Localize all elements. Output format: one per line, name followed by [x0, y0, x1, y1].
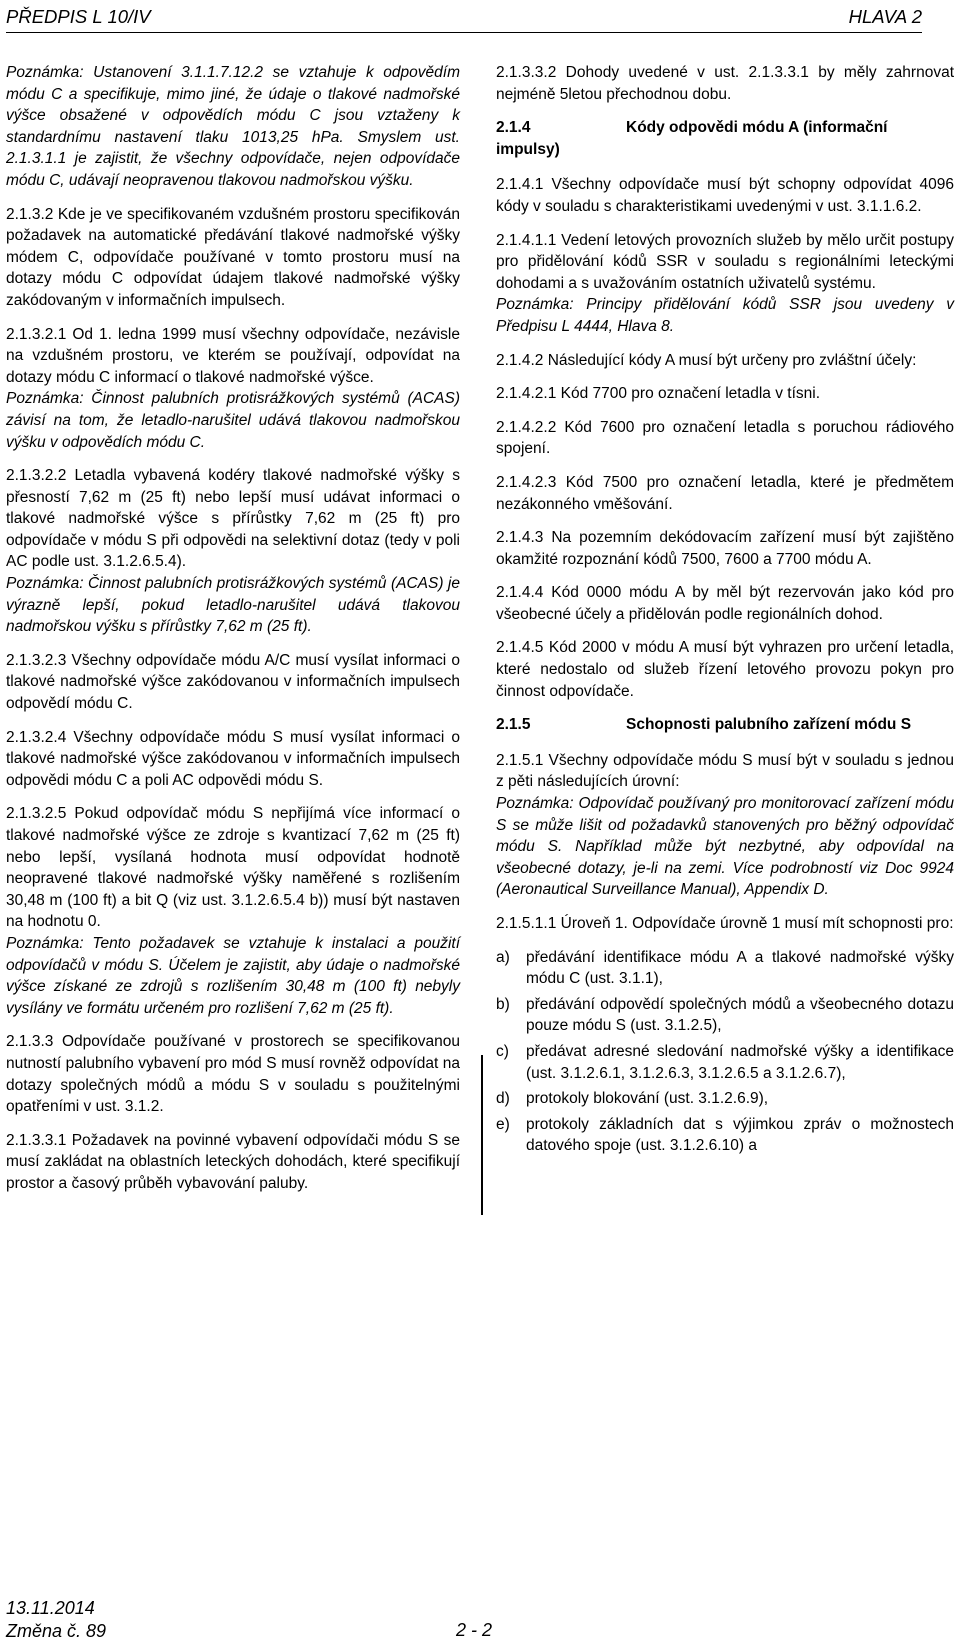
note-paragraph: Poznámka: Činnost palubních protisrážkových systémů (ACAS) je výrazně lepší, pokud letadlo-narušitel udává tlakovou nadmořskou výšku s přírůstky 7,62 m (25 ft).	[6, 575, 460, 636]
left-column	[6, 62, 460, 1207]
list-item-text: protokoly základních dat s výjimkou zpráv o možnostech datového spoje (ust. 3.1.2.6.10) a	[526, 1115, 954, 1155]
section-2-1-3-3: 2.1.3.3 Odpovídače používané v prostorech se specifikovanou nutností palubního vybavení pro mód S musí rovněž odpovídat na dotazy společných módů a módu S v souladu s použitelnými opatřeními v ust. 3.1.2.	[6, 1033, 460, 1116]
section-2-1-4-2: 2.1.4.2 Následující kódy A musí být určeny pro zvláštní účely:	[496, 351, 917, 369]
list-item	[496, 1114, 954, 1157]
heading-number: 2.1.5	[496, 716, 531, 734]
section-2-1-4-2-2: 2.1.4.2.2 Kód 7600 pro označení letadla s poruchou rádiového spojení.	[496, 418, 954, 458]
list-item	[496, 994, 954, 1037]
section-heading-2-1-4	[496, 117, 954, 160]
change-bar	[481, 1055, 483, 1215]
footer-amendment: Změna č. 89	[6, 1621, 107, 1641]
capability-list	[496, 947, 954, 1157]
section-2-1-3-2-5: 2.1.3.2.5 Pokud odpovídač módu S nepřijímá více informací o tlakové nadmořské výšce ze zdroje s kvantizací 7,62 m (25 ft) nebo lepší, vysílaná hodnota musí odpovídat hodnotě neopravené tlakové nadmořské výšky naměřené s rozlišením 30,48 m (100 ft) a bit Q (viz ust. 3.1.2.6.5.4 b)) musí být nastaven na hodnotu 0.	[6, 805, 460, 931]
section-2-1-4-1-1: 2.1.4.1.1 Vedení letových provozních služeb by mělo určit postupy pro přidělování kódů SSR v souladu s regionálními leteckými dohodami a s uvažováním ostatních uživatelů systému.	[496, 231, 954, 292]
section-2-1-4-4: 2.1.4.4 Kód 0000 módu A by měl být rezervován jako kód pro všeobecné účely a přidělován podle regionálních dohod.	[496, 584, 954, 623]
list-marker: a)	[496, 948, 510, 966]
list-marker: c)	[496, 1042, 509, 1060]
list-marker: d)	[496, 1090, 510, 1108]
section-2-1-3-3-2: 2.1.3.3.2 Dohody uvedené v ust. 2.1.3.3.1 by měly zahrnovat nejméně 5letou přechodnou dobu.	[496, 64, 954, 103]
page-number: 2 - 2	[456, 1620, 493, 1640]
section-heading-2-1-5	[496, 714, 954, 736]
header-document-title: PŘEDPIS L 10/IV	[6, 6, 151, 27]
heading-title: Kódy odpovědi módu A (informační impulsy)	[496, 119, 888, 158]
section-2-1-3-2-4: 2.1.3.2.4 Všechny odpovídače módu S musí vysílat informaci o tlakové nadmořské výšce zakódovanou v informačních impulsech odpovědi módu C a poli AC odpovědi módu S.	[6, 728, 460, 789]
note-paragraph: Poznámka: Odpovídač používaný pro monitorovací zařízení módu S se může lišit od požadavků stanovených pro běžný odpovídač módu S. Například může být nezbytné, aby odpovídal na všeobecné dotazy, je-li na zemi. Více podrobností viz Doc 9924 (Aeronautical Surveillance Manual), Appendix D.	[496, 795, 954, 899]
section-2-1-3-3-1: 2.1.3.3.1 Požadavek na povinné vybavení odpovídači módu S se musí zakládat na oblastních leteckých dohodách, které specifikují prostor a časový průběh vybavování paluby.	[6, 1131, 460, 1192]
list-item	[496, 947, 954, 990]
section-2-1-3-2: 2.1.3.2 Kde je ve specifikovaném vzdušném prostoru specifikován požadavek na automatické předávání tlakové nadmořské výšky módem C, odpovídače používané v tomto prostoru musí na dotazy módu C odpovídat údajem tlakové nadmořské výšky zakódovaným v informačních impulsech.	[6, 205, 460, 309]
list-marker: b)	[496, 995, 510, 1013]
section-2-1-3-2-1: 2.1.3.2.1 Od 1. ledna 1999 musí všechny odpovídače, nezávisle na vzdušném prostoru, ve kterém se používají, odpovídat na dotazy módu C informací o tlakové nadmořské výšce.	[6, 325, 460, 386]
section-2-1-4-1: 2.1.4.1 Všechny odpovídače musí být schopny odpovídat 4096 kódy v souladu s charakteristikami uvedenými v ust. 3.1.1.6.2.	[496, 176, 954, 215]
list-item	[496, 1041, 954, 1084]
section-2-1-4-5: 2.1.4.5 Kód 2000 v módu A musí být vyhrazen pro určení letadla, které nedostalo od služeb řízení letového provozu pokyn pro činnost odpovídače.	[496, 639, 954, 700]
note-paragraph: Poznámka: Tento požadavek se vztahuje k instalaci a použití odpovídačů v módu S. Účelem je zajistit, aby údaje o nadmořské výšce získané ze zdrojů s rozlišením 30,48 m (100 ft) nebyly vysílány ve formátu určeném pro rozlišení 7,62 m (25 ft).	[6, 934, 460, 1017]
section-2-1-5-1: 2.1.5.1 Všechny odpovídače módu S musí být v souladu s jednou z pěti následujících úrovní:	[496, 751, 954, 791]
header-chapter: HLAVA 2	[848, 6, 922, 27]
section-2-1-4-2-1: 2.1.4.2.1 Kód 7700 pro označení letadla v tísni.	[496, 385, 821, 403]
section-2-1-3-2-2: 2.1.3.2.2 Letadla vybavená kodéry tlakové nadmořské výšky s přesností 7,62 m (25 ft) nebo lepší musí udávat informaci o tlakové nadmořské výšce s přírůstky 7,62 m (25 ft) pro odpovídače v módu S při odpovědi na selektivní dotaz (tedy v poli AC podle ust. 3.1.2.6.5.4).	[6, 467, 460, 571]
footer-date: 13.11.2014	[6, 1598, 95, 1618]
list-item	[496, 1088, 954, 1110]
list-item-text: předávání identifikace módu A a tlakové nadmořské výšky módu C (ust. 3.1.1),	[526, 948, 954, 988]
right-column	[496, 62, 954, 1169]
heading-number: 2.1.4	[496, 119, 531, 137]
note-paragraph: Poznámka: Principy přidělování kódů SSR jsou uvedeny v Předpisu L 4444, Hlava 8.	[496, 296, 954, 335]
list-item-text: protokoly blokování (ust. 3.1.2.6.9),	[526, 1090, 769, 1108]
list-marker: e)	[496, 1115, 510, 1133]
section-2-1-4-2-3: 2.1.4.2.3 Kód 7500 pro označení letadla, které je předmětem nezákonného vměšování.	[496, 473, 954, 513]
page-footer	[6, 1597, 106, 1643]
page-header	[6, 4, 922, 33]
section-2-1-3-2-3: 2.1.3.2.3 Všechny odpovídače módu A/C musí vysílat informaci o tlakové nadmořské výšce zakódovanou v informačních impulsech odpovědí módu C.	[6, 651, 460, 713]
list-item-text: předávání odpovědí společných módů a všeobecného dotazu pouze módu S (ust. 3.1.2.5),	[526, 995, 954, 1035]
heading-title: Schopnosti palubního zařízení módu S	[626, 716, 912, 734]
section-2-1-5-1-1: 2.1.5.1.1 Úroveň 1. Odpovídače úrovně 1 musí mít schopnosti pro:	[496, 915, 954, 932]
note-paragraph: Poznámka: Činnost palubních protisrážkových systémů (ACAS) závisí na tom, že letadlo-narušitel udává tlakovou nadmořskou výšku v odpovědích módu C.	[6, 390, 460, 451]
section-2-1-4-3: 2.1.4.3 Na pozemním dekódovacím zařízení musí být zajištěno okamžité rozpoznání kódů 7500, 7600 a 7700 módu A.	[496, 529, 954, 568]
note-paragraph: Poznámka: Ustanovení 3.1.1.7.12.2 se vztahuje k odpovědím módu C a specifikuje, mimo jiné, že údaje o tlakové nadmořské výšce obsažené v odpovědích módu C jsou vztaženy k standardnímu nastavení tlaku 1013,25 hPa. Smyslem ust. 2.1.3.1.1 je zajistit, že všechny odpovídače, nejen odpovídače módu C, udávají neopravenou tlakovou nadmořskou výšku.	[6, 64, 460, 189]
list-item-text: předávat adresné sledování nadmořské výšky a identifikace (ust. 3.1.2.6.1, 3.1.2.6.3, 3.1.2.6.5 a 3.1.2.6.7),	[526, 1042, 954, 1082]
